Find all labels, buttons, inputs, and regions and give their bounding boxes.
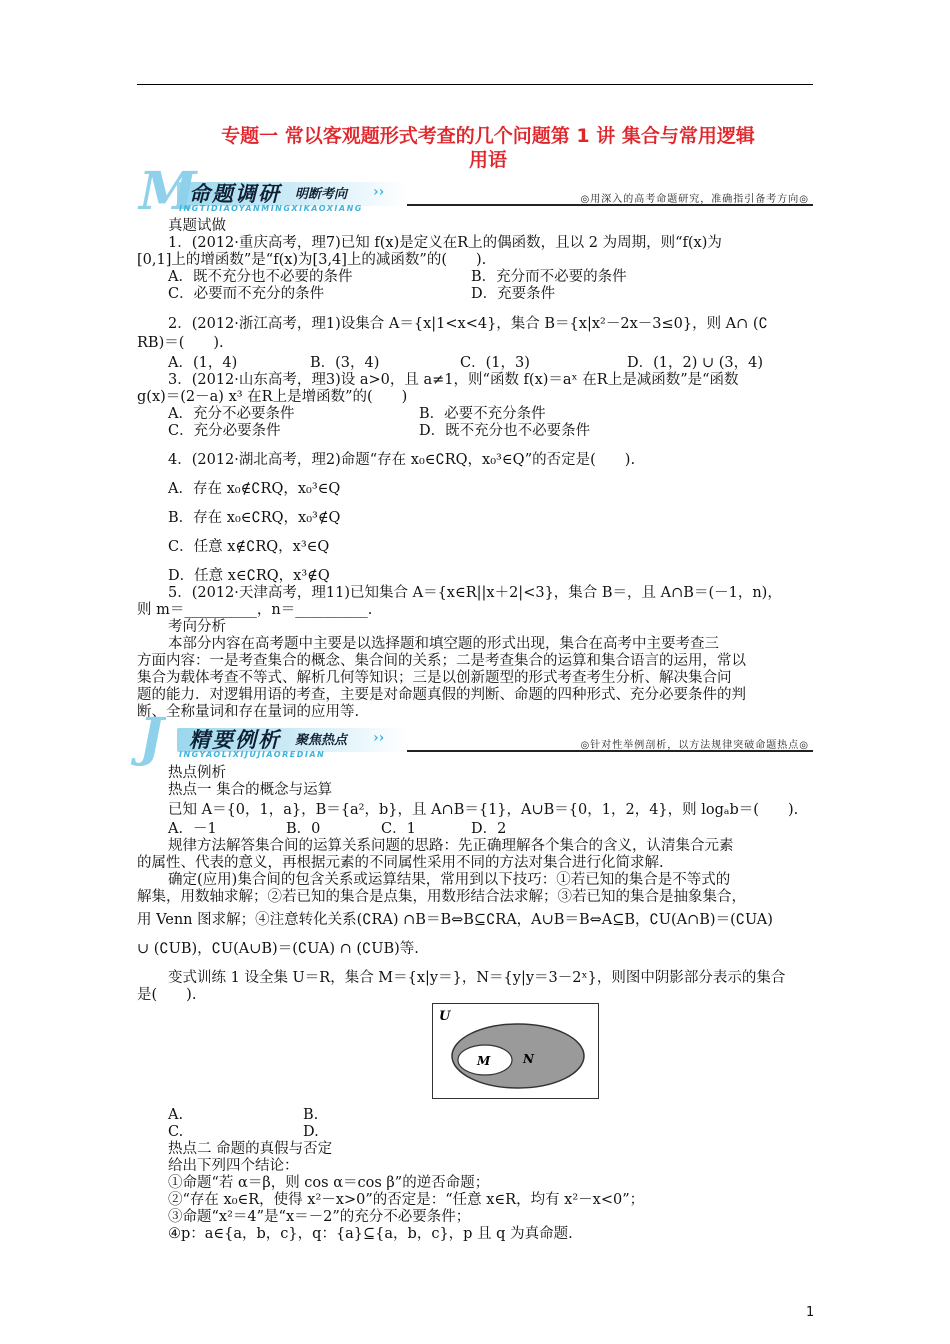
option-a: A．存在 x₀∉∁RQ，x₀³∈Q: [168, 481, 341, 497]
double-arrow-icon: ››: [373, 184, 385, 200]
option-d: D．2: [471, 821, 507, 837]
banner-motto: ◎用深入的高考命题研究，准确指引备考方向◎: [580, 194, 809, 205]
paragraph-line: 确定(应用)集合间的包含关系或运算结果，常用到以下技巧：①若已知的集合是不等式的: [168, 872, 731, 888]
option-d: D.: [303, 1124, 319, 1140]
option-a: A．(1，4): [168, 355, 238, 371]
exercise-question-cont: 是( ).: [137, 987, 197, 1003]
option-d: D．既不充分也不必要条件: [419, 423, 591, 439]
option-c: C．必要而不充分的条件: [168, 286, 325, 302]
conclusion-4: ④p：a∈{a，b，c}，q：{a}⊆{a，b，c}，p 且 q 为真命题.: [168, 1226, 573, 1242]
doc-title-line2: 用语: [468, 149, 507, 171]
banner-subtitle: 聚焦热点: [295, 733, 348, 748]
conclusion-3: ③命题“x²＝4”是“x＝－2”的充分不必要条件；: [168, 1209, 471, 1225]
option-c: C.: [168, 1124, 184, 1140]
option-b: B.: [303, 1107, 319, 1123]
option-b: B．存在 x₀∈∁RQ，x₀³∉Q: [168, 510, 341, 526]
exercise-question: 变式训练 1 设全集 U＝R，集合 M＝{x|y＝}，N＝{y|y＝3－2ˣ}，则图中阴影部分表示的集合: [168, 970, 786, 986]
conclusion-1: ①命题“若 α＝β，则 cos α＝cos β”的逆否命题；: [168, 1175, 490, 1191]
option-a: A．充分不必要条件: [168, 406, 295, 422]
option-a: A.: [168, 1107, 184, 1123]
doc-title-line1: 专题一 常以客观题形式考查的几个问题第 1 讲 集合与常用逻辑: [221, 125, 755, 147]
heading: 考向分析: [168, 619, 226, 635]
option-d: D．(1，2) ∪ (3，4): [627, 355, 764, 371]
paragraph-line: 用 Venn 图求解；④注意转化关系(∁RA) ∩B＝B⇔B⊆∁RA，A∪B＝B⇔A⊆B，∁U(A∩B)＝(∁UA): [137, 912, 773, 928]
conclusion-2: ②“存在 x₀∈R，使得 x²－x>0”的否定是：“任意 x∈R，均有 x²－x<0”；: [168, 1192, 645, 1208]
paragraph-line: 给出下列四个结论：: [168, 1158, 299, 1174]
option-c: C．1: [381, 821, 416, 837]
question-3-cont: g(x)＝(2－a) x³ 在R上是增函数”的( ): [137, 389, 408, 405]
venn-diagram: [432, 1003, 599, 1099]
banner-letter: M: [139, 161, 197, 222]
label-n: N: [523, 1052, 534, 1066]
option-b: B．充分而不必要的条件: [471, 269, 627, 285]
question-3: 3．(2012·山东高考，理3)设 a>0，且 a≠1，则“函数 f(x)＝aˣ 在R上是减函数”是“函数: [168, 372, 739, 388]
venn-svg: [433, 1004, 598, 1098]
heading: 热点例析: [168, 765, 226, 781]
example-question: 已知 A＝{0，1，a}，B＝{a²，b}，且 A∩B＝{1}，A∪B＝{0，1，2，4}，则 logₐb＝( ).: [168, 802, 799, 818]
paragraph-line: 本部分内容在高考题中主要是以选择题和填空题的形式出现，集合在高考中主要考查三: [168, 636, 719, 652]
banner-pinyin: INGTIDIAOYANMINGXIKAOXIANG: [179, 204, 363, 213]
question-2-cont: RB)＝( ).: [137, 335, 224, 351]
heading: 真题试做: [168, 218, 226, 234]
paragraph-line: 解集，用数轴求解；②若已知的集合是点集，用数形结合法求解；③若已知的集合是抽象集合，: [137, 889, 746, 905]
paragraph-line: 集合为载体考查不等式、解析几何等知识；三是以创新题型的形式考查考生分析、解决集合问: [137, 670, 732, 686]
label-m: M: [477, 1054, 491, 1068]
option-a: A．－1: [168, 821, 217, 837]
question-1: 1．(2012·重庆高考，理7)已知 f(x)是定义在R上的偶函数，且以 2 为周期，则“f(x)为: [168, 235, 722, 251]
subheading: 热点一 集合的概念与运算: [168, 782, 333, 798]
option-a: A．既不充分也不必要的条件: [168, 269, 353, 285]
option-c: C．充分必要条件: [168, 423, 281, 439]
banner-subtitle: 明断考向: [295, 187, 348, 202]
banner-pinyin: INGYAOLIXIJUJIAOREDIAN: [179, 750, 326, 759]
question-2: 2．(2012·浙江高考，理1)设集合 A＝{x|1<x<4}，集合 B＝{x|x²－2x－3≤0}，则 A∩ (∁: [168, 316, 768, 332]
option-d: D．任意 x∈∁RQ，x³∉Q: [168, 568, 330, 584]
paragraph-line: ∪ (∁UB)，∁U(A∪B)＝(∁UA) ∩ (∁UB)等.: [137, 941, 419, 957]
banner-motto: ◎针对性举例剖析，以方法规律突破命题热点◎: [580, 740, 809, 751]
paragraph-line: 规律方法解答集合间的运算关系问题的思路：先正确理解各个集合的含义，认清集合元素: [168, 838, 734, 854]
double-arrow-icon: ››: [373, 730, 385, 746]
header-rule: [137, 84, 813, 85]
subheading: 热点二 命题的真假与否定: [168, 1141, 333, 1157]
option-b: B．必要不充分条件: [419, 406, 546, 422]
paragraph-line: 断、全称量词和存在量词的应用等.: [137, 704, 360, 720]
option-c: C．任意 x∉∁RQ，x³∈Q: [168, 539, 330, 555]
question-4: 4．(2012·湖北高考，理2)命题“存在 x₀∈∁RQ，x₀³∈Q”的否定是( ).: [168, 452, 636, 468]
question-5: 5．(2012·天津高考，理11)已知集合 A＝{x∈R||x＋2|<3}，集合 B＝，且 A∩B＝(－1，n)，: [168, 585, 782, 601]
option-b: B．(3，4): [310, 355, 380, 371]
banner-letter: J: [139, 707, 164, 768]
paragraph-line: 题的能力．对逻辑用语的考查，主要是对命题真假的判断、命题的四种形式、充分必要条件的判: [137, 687, 746, 703]
question-1-cont: [0,1]上的增函数”是“f(x)为[3,4]上的减函数”的( ).: [137, 252, 487, 268]
paragraph-line: 方面内容：一是考查集合的概念、集合间的关系；二是考查集合的运算和集合语言的运用，常以: [137, 653, 746, 669]
banner-mingti: [137, 161, 813, 222]
banner-title: 精要例析: [189, 728, 281, 752]
option-c: C．(1，3): [460, 355, 530, 371]
option-b: B．0: [286, 821, 321, 837]
option-d: D．充要条件: [471, 286, 556, 302]
label-u: U: [439, 1009, 451, 1024]
banner-title: 命题调研: [189, 182, 281, 206]
page-number: 1: [806, 1305, 815, 1320]
question-5-cont: 则 m＝__________，n＝__________.: [137, 602, 373, 618]
paragraph-line: 的属性、代表的意义，再根据元素的不同属性采用不同的方法对集合进行化简求解.: [137, 855, 664, 871]
